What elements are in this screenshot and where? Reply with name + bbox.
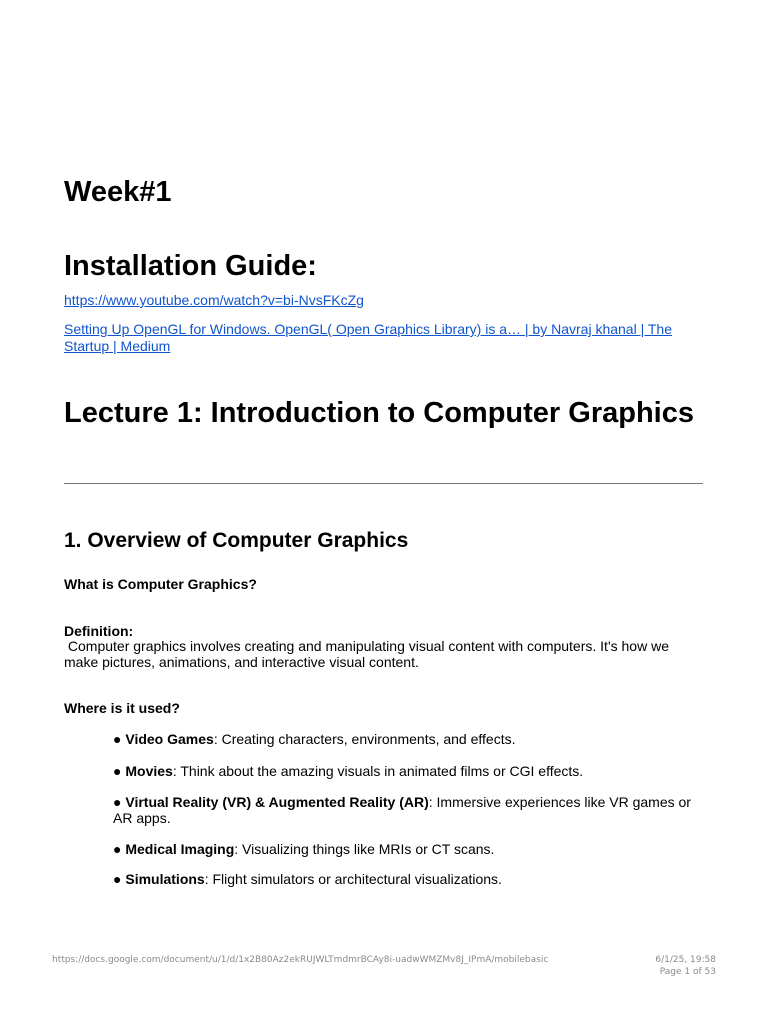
bullet-marker: ● <box>113 763 122 779</box>
question-what-is-cg: What is Computer Graphics? <box>64 576 257 592</box>
list-item <box>113 871 693 887</box>
list-item-term: Simulations <box>125 871 205 887</box>
list-item-desc: : Creating characters, environments, and effects. <box>213 731 516 747</box>
footer-meta <box>655 954 716 978</box>
list-item <box>113 731 693 747</box>
list-item-term: Medical Imaging <box>125 841 235 857</box>
installation-guide-heading: Installation Guide: <box>64 250 317 282</box>
bullet-marker: ● <box>113 731 122 747</box>
footer-datetime: 6/1/25, 19:58 <box>655 955 716 965</box>
list-item-desc: : Think about the amazing visuals in animated films or CGI effects. <box>172 763 584 779</box>
horizontal-divider <box>64 483 703 484</box>
question-where-used: Where is it used? <box>64 700 180 716</box>
list-item-desc: : Immersive experiences like VR games or AR apps. <box>113 794 691 826</box>
list-item-desc: : Visualizing things like MRIs or CT scans. <box>234 841 495 857</box>
opengl-setup-article-link[interactable]: Setting Up OpenGL for Windows. OpenGL( Open Graphics Library) is a… | by Navraj khanal | The Startup | Medium <box>64 321 672 354</box>
bullet-marker: ● <box>113 841 122 857</box>
definition-label: Definition: <box>64 623 134 639</box>
list-item <box>113 841 693 857</box>
lecture-heading: Lecture 1: Introduction to Computer Graphics <box>64 397 694 429</box>
bullet-marker: ● <box>113 794 122 810</box>
youtube-link[interactable]: https://www.youtube.com/watch?v=bi-NvsFKcZg <box>64 292 364 308</box>
list-item-term: Virtual Reality (VR) & Augmented Reality (AR) <box>125 794 429 810</box>
week-heading: Week#1 <box>64 176 172 208</box>
list-item-term: Movies <box>125 763 173 779</box>
list-item <box>113 794 693 826</box>
list-item-term: Video Games <box>125 731 214 747</box>
definition-text: Computer graphics involves creating and manipulating visual content with computers. It's how we make pictures, animations, and interactive visual content. <box>64 638 673 670</box>
bullet-marker: ● <box>113 871 122 887</box>
list-item <box>113 763 693 779</box>
footer-url: https://docs.google.com/document/u/1/d/1x2B80Az2ekRUJWLTmdmrBCAy8i-uadwWMZMv8J_IPmA/mobilebasic <box>52 955 549 965</box>
section-heading: 1. Overview of Computer Graphics <box>64 529 409 552</box>
footer-page-number: Page 1 of 53 <box>659 967 716 977</box>
list-item-desc: : Flight simulators or architectural visualizations. <box>204 871 502 887</box>
